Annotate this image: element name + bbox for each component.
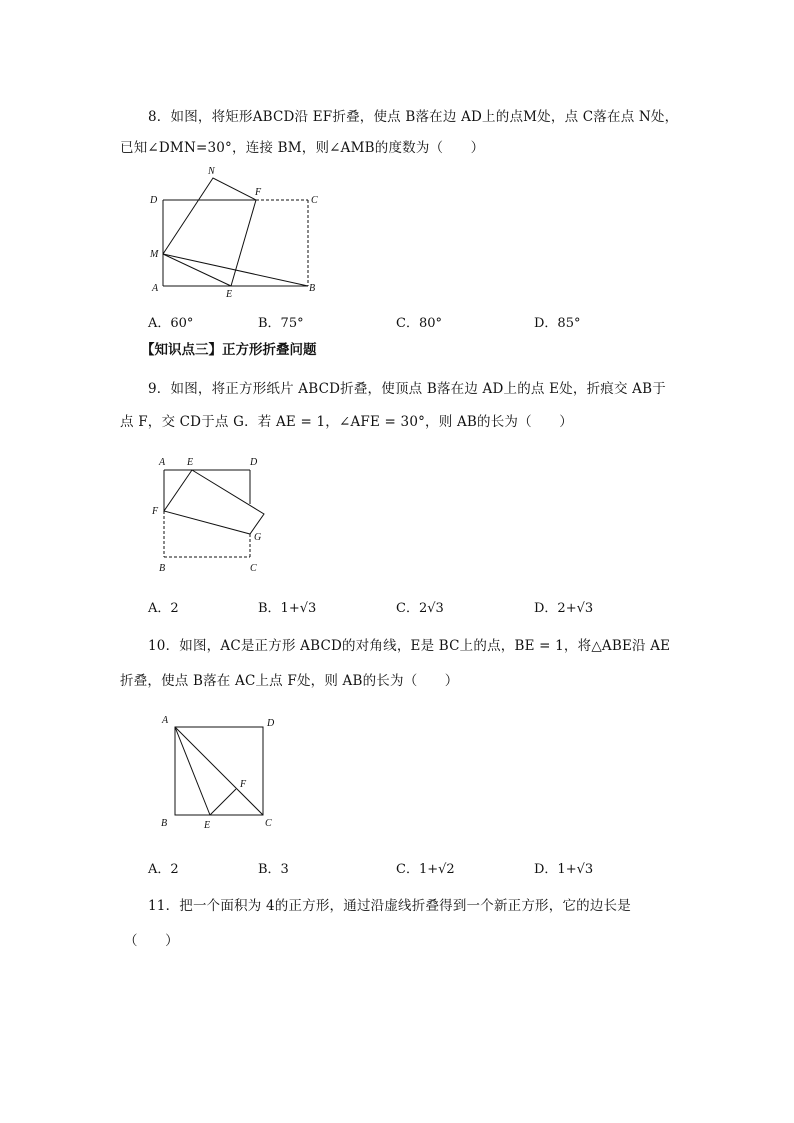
- q10-label-b: B: [161, 818, 168, 829]
- q10-label-a: A: [162, 715, 169, 726]
- q9-option-c[interactable]: C．2√3: [396, 601, 444, 616]
- q11-text-line1: 11．把一个面积为 4的正方形，通过沿虚线折叠得到一个新正方形，它的边长是: [148, 898, 631, 914]
- q9-label-f: F: [152, 506, 159, 517]
- q10-option-c[interactable]: C．1+√2: [396, 862, 455, 877]
- q10-label-e: E: [204, 820, 211, 831]
- q9-option-a[interactable]: A．2: [148, 601, 179, 616]
- q10-text-line2: 折叠，使点 B落在 AC上点 F处，则 AB的长为（ ）: [120, 673, 459, 689]
- q9-label-c: C: [250, 563, 257, 574]
- q10-option-a[interactable]: A．2: [148, 862, 179, 877]
- q8-label-c: C: [311, 195, 318, 206]
- q10-label-c: C: [265, 818, 272, 829]
- q8-label-b: B: [309, 283, 316, 294]
- q8-label-d: D: [150, 195, 158, 206]
- q8-option-a[interactable]: A．60°: [148, 316, 194, 331]
- q8-option-b[interactable]: B．75°: [258, 316, 304, 331]
- q9-text-line1: 9．如图，将正方形纸片 ABCD折叠，使顶点 B落在边 AD上的点 E处，折痕交 AB于: [148, 381, 666, 397]
- q8-label-n: N: [208, 166, 215, 177]
- q8-label-m: M: [150, 249, 159, 260]
- q8-label-f: F: [255, 187, 262, 198]
- q8-option-c[interactable]: C．80°: [396, 316, 442, 331]
- q9-text-line2: 点 F，交 CD于点 G．若 AE = 1，∠AFE = 30°，则 AB的长为（ ）: [120, 414, 573, 430]
- section-heading: 【知识点三】正方形折叠问题: [141, 342, 317, 358]
- q8-label-a: A: [152, 283, 159, 294]
- q9-label-d: D: [250, 457, 258, 468]
- q8-option-d[interactable]: D．85°: [534, 316, 581, 331]
- q10-option-d[interactable]: D．1+√3: [534, 862, 594, 877]
- q8-text-line2: 已知∠DMN=30°，连接 BM，则∠AMB的度数为（ ）: [120, 140, 485, 156]
- q9-option-d[interactable]: D．2+√3: [534, 601, 594, 616]
- q9-label-g: G: [254, 532, 262, 543]
- q10-option-b[interactable]: B．3: [258, 862, 289, 877]
- q8-text-line1: 8．如图，将矩形ABCD沿 EF折叠，使点 B落在边 AD上的点M处，点 C落在点 N处，: [148, 109, 679, 125]
- q10-label-f: F: [240, 779, 247, 790]
- q9-label-e: E: [187, 457, 194, 468]
- q10-text-line1: 10．如图，AC是正方形 ABCD的对角线，E是 BC上的点，BE = 1，将△ABE沿 AE: [148, 638, 671, 654]
- q9-label-a: A: [159, 457, 166, 468]
- q8-label-e: E: [226, 289, 233, 300]
- q9-label-b: B: [159, 563, 166, 574]
- q9-option-b[interactable]: B．1+√3: [258, 601, 317, 616]
- q11-text-line2: （ ）: [124, 933, 179, 949]
- q10-label-d: D: [267, 718, 275, 729]
